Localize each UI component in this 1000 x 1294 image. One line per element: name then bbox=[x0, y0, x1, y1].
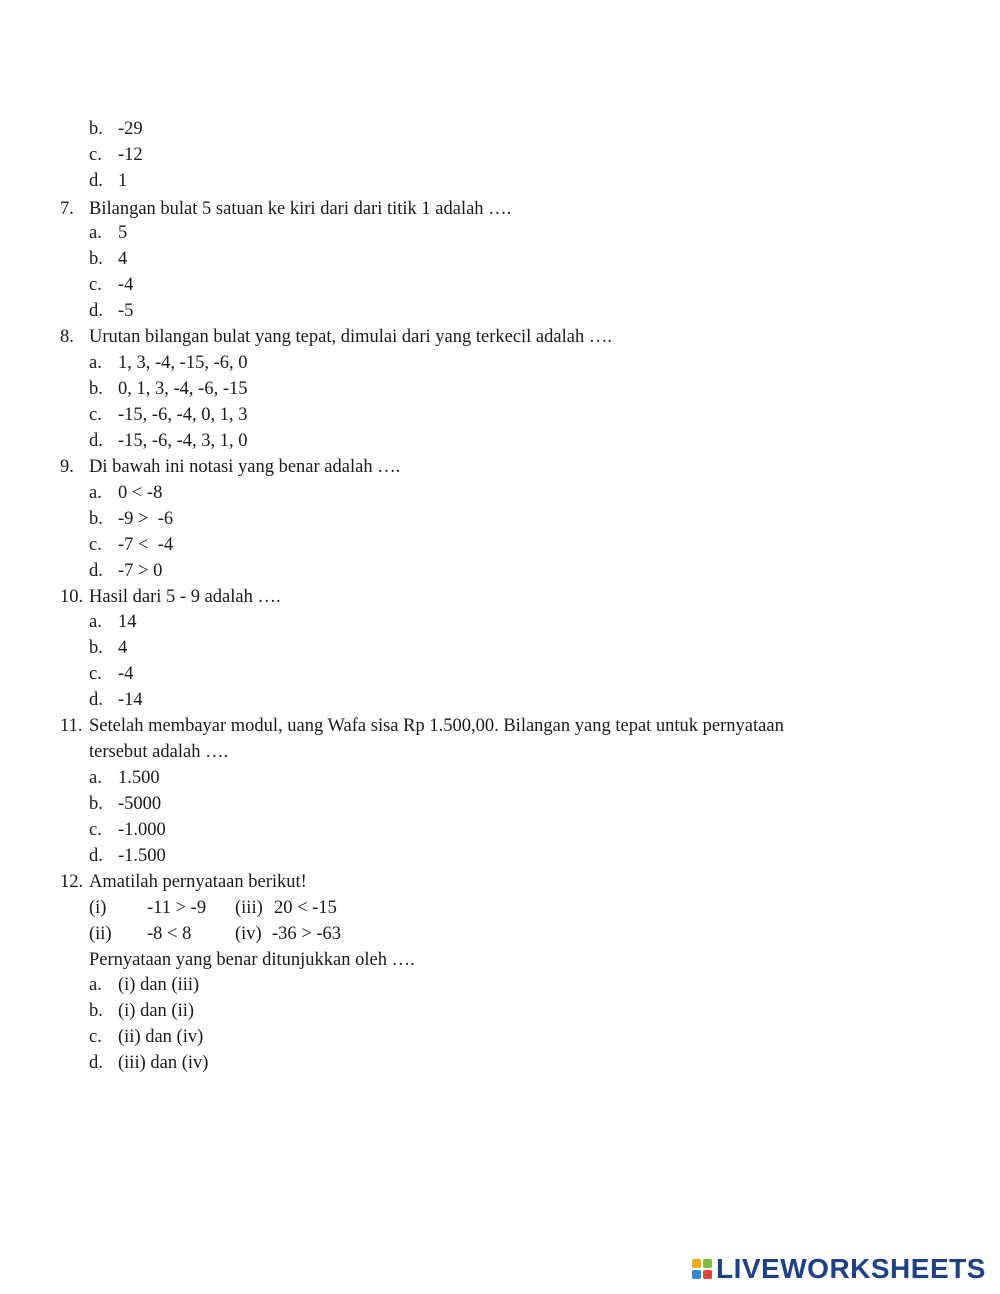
question-number: 10. bbox=[60, 587, 84, 607]
logo-text: LIVEWORKSHEETS bbox=[716, 1253, 986, 1284]
statement-expr: -11 > -9 bbox=[147, 898, 207, 918]
statement-expr: -8 < 8 bbox=[147, 924, 192, 944]
statement-label: (i) bbox=[89, 898, 107, 918]
liveworksheets-logo bbox=[692, 1254, 986, 1284]
logo-square bbox=[692, 1259, 701, 1268]
question-number: 11. bbox=[60, 716, 83, 736]
statement-expr: -36 > -63 bbox=[272, 924, 342, 944]
question-number: 8. bbox=[60, 327, 74, 347]
statement-label: (iv) bbox=[235, 924, 262, 944]
logo-square bbox=[692, 1270, 701, 1279]
logo-mark-icon bbox=[692, 1259, 712, 1279]
statement-expr: 20 < -15 bbox=[274, 898, 337, 918]
question-text: Amatilah pernyataan berikut! bbox=[89, 872, 307, 892]
question-number: 12. bbox=[60, 872, 84, 892]
logo-square bbox=[703, 1270, 712, 1279]
question-text: Di bawah ini notasi yang benar adalah …. bbox=[89, 457, 401, 477]
statement-label: (iii) bbox=[235, 898, 263, 918]
question-text: Hasil dari 5 - 9 adalah …. bbox=[89, 587, 281, 607]
logo-square bbox=[703, 1259, 712, 1268]
question-text: Bilangan bulat 5 satuan ke kiri dari dari titik 1 adalah …. bbox=[89, 199, 512, 219]
question-text: Setelah membayar modul, uang Wafa sisa Rp 1.500,00. Bilangan yang tepat untuk pernyataan bbox=[89, 716, 784, 736]
statement-label: (ii) bbox=[89, 924, 112, 944]
question-number: 7. bbox=[60, 199, 74, 219]
question-text: Urutan bilangan bulat yang tepat, dimulai dari yang terkecil adalah …. bbox=[89, 327, 612, 347]
question-number: 9. bbox=[60, 457, 74, 477]
